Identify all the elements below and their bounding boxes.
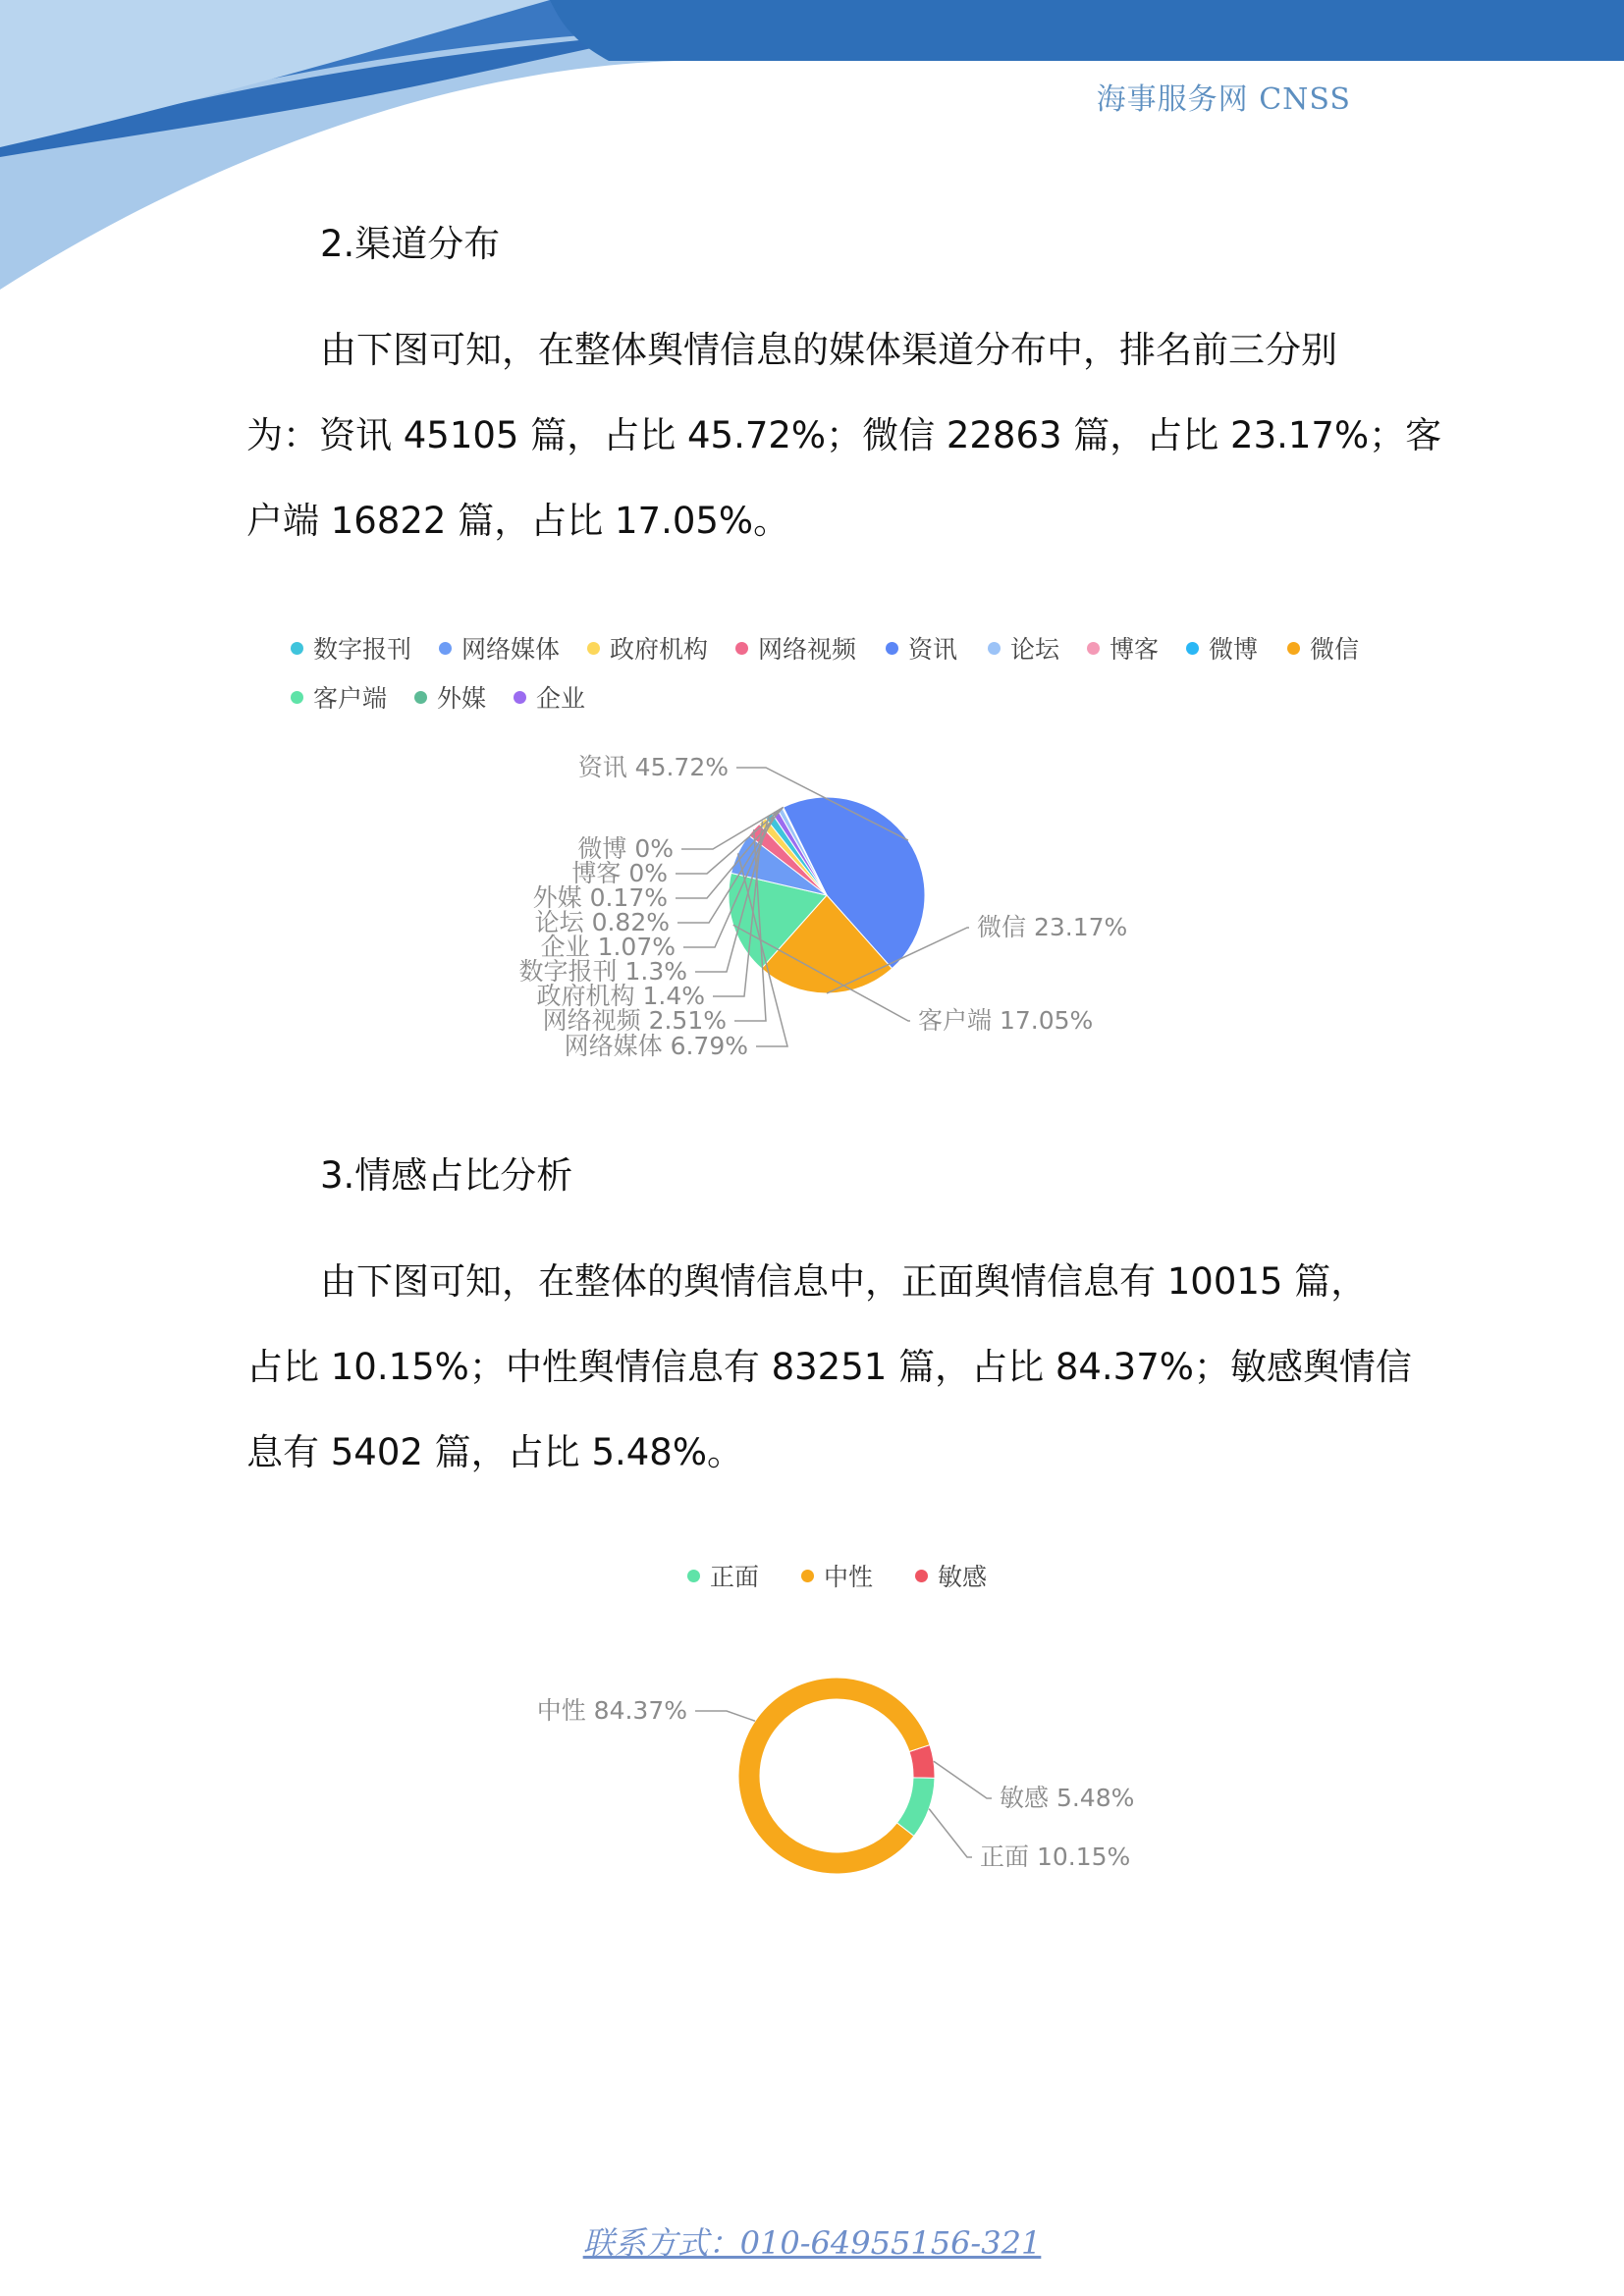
section-title-channel: 2.渠道分布 [320, 223, 501, 265]
footer-contact: 联系方式：010-64955156-321 [582, 2224, 1042, 2262]
paragraph-line: 由下图可知，在整体的舆情信息中，正面舆情信息有 10015 篇， [320, 1260, 1368, 1303]
paragraph-line: 由下图可知，在整体舆情信息的媒体渠道分布中，排名前三分别 [320, 329, 1337, 371]
legend-label: 敏感 [938, 1563, 988, 1591]
legend-label: 数字报刊 [313, 635, 412, 664]
slice-label: 网络媒体 6.79% [564, 1032, 748, 1060]
label-leader-line [934, 1761, 992, 1798]
legend-label: 正面 [710, 1563, 760, 1591]
slice-label: 正面 10.15% [980, 1842, 1131, 1871]
slice-label: 资讯 45.72% [577, 753, 729, 781]
paragraph-line: 户端 16822 篇，占比 17.05%。 [246, 500, 790, 542]
slice-label: 博客 0% [571, 859, 668, 887]
legend-label: 博客 [1110, 635, 1160, 664]
paragraph-line: 为：资讯 45105 篇，占比 45.72%；微信 22863 篇，占比 23.17%；客 [246, 414, 1442, 456]
slice-label: 微信 23.17% [977, 913, 1128, 941]
slice-label: 客户端 17.05% [918, 1006, 1094, 1035]
slice-label: 中性 84.37% [536, 1696, 687, 1725]
legend-label: 资讯 [908, 635, 958, 664]
slice-label: 企业 1.07% [540, 933, 676, 961]
legend-label: 中性 [824, 1563, 874, 1591]
slice-label: 数字报刊 1.3% [518, 957, 687, 986]
paragraph-line: 占比 10.15%；中性舆情信息有 83251 篇，占比 84.37%；敏感舆情信 [246, 1346, 1412, 1388]
legend-label: 政府机构 [610, 635, 709, 664]
paragraph-line: 息有 5402 篇，占比 5.48%。 [246, 1431, 743, 1473]
slice-label: 微博 0% [577, 834, 674, 863]
legend-label: 网络媒体 [461, 635, 561, 664]
legend-label: 企业 [536, 684, 586, 713]
legend-label: 客户端 [313, 684, 388, 713]
slice-label: 政府机构 1.4% [536, 982, 705, 1010]
slice-label: 敏感 5.48% [1000, 1784, 1135, 1812]
site-name: 海事服务网 CNSS [1096, 82, 1351, 117]
legend-label: 论坛 [1010, 635, 1060, 664]
slice-label: 外媒 0.17% [532, 883, 668, 912]
label-leader-line [929, 1809, 972, 1857]
donut-slice[interactable] [738, 1678, 930, 1874]
legend-label: 微博 [1209, 635, 1259, 664]
slice-label: 网络视频 2.51% [542, 1006, 727, 1035]
label-leader-line [695, 1711, 755, 1721]
legend-label: 微信 [1310, 635, 1360, 664]
slice-label: 论坛 0.82% [534, 908, 670, 936]
section-title-sentiment: 3.情感占比分析 [320, 1154, 573, 1197]
legend-label: 外媒 [437, 684, 487, 713]
legend-label: 网络视频 [758, 635, 857, 664]
